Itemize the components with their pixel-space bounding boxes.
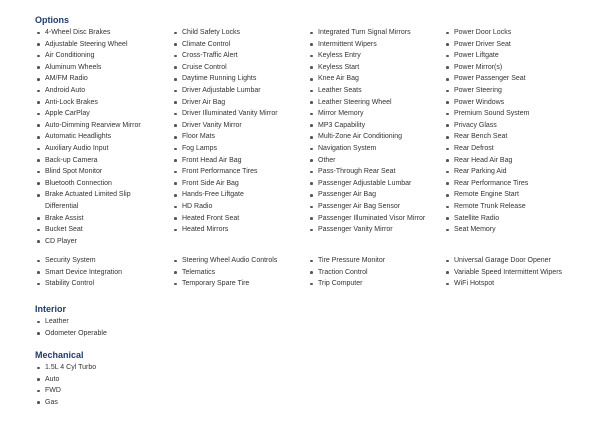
feature-item: Power Mirror(s): [445, 62, 529, 74]
feature-item: Remote Trunk Release: [445, 201, 529, 213]
feature-item: Remote Engine Start: [445, 189, 529, 201]
options-column-2-extra: [173, 255, 277, 290]
feature-item: Power Driver Seat: [445, 39, 529, 51]
feature-item: 4-Wheel Disc Brakes: [36, 27, 155, 39]
feature-item: FWD: [36, 385, 96, 397]
feature-item: Heated Mirrors: [173, 224, 278, 236]
feature-item: Blind Spot Monitor: [36, 166, 155, 178]
feature-item: Power Liftgate: [445, 50, 529, 62]
feature-item: Anti-Lock Brakes: [36, 97, 155, 109]
feature-item: Brake Actuated Limited Slip Differential: [36, 189, 155, 212]
feature-item: Trip Computer: [309, 278, 385, 290]
feature-item: Keyless Start: [309, 62, 425, 74]
feature-item: Daytime Running Lights: [173, 73, 278, 85]
feature-item: Bluetooth Connection: [36, 178, 155, 190]
feature-item: Driver Illuminated Vanity Mirror: [173, 108, 278, 120]
feature-item: Other: [309, 155, 425, 167]
feature-item: Traction Control: [309, 267, 385, 279]
feature-item: Rear Bench Seat: [445, 131, 529, 143]
feature-item: Leather Seats: [309, 85, 425, 97]
feature-item: Premium Sound System: [445, 108, 529, 120]
feature-item: Rear Defrost: [445, 143, 529, 155]
feature-item: Rear Head Air Bag: [445, 155, 529, 167]
feature-item: Front Head Air Bag: [173, 155, 278, 167]
feature-item: Knee Air Bag: [309, 73, 425, 85]
feature-item: Keyless Entry: [309, 50, 425, 62]
options-heading: Options: [35, 15, 69, 25]
feature-item: Telematics: [173, 267, 277, 279]
feature-item: Passenger Illuminated Visor Mirror: [309, 213, 425, 225]
options-column-3-extra: [309, 255, 385, 290]
feature-item: Automatic Headlights: [36, 131, 155, 143]
feature-item: Variable Speed Intermittent Wipers: [445, 267, 562, 279]
feature-item: Fog Lamps: [173, 143, 278, 155]
feature-item: Power Windows: [445, 97, 529, 109]
feature-item: Pass-Through Rear Seat: [309, 166, 425, 178]
feature-item: Front Performance Tires: [173, 166, 278, 178]
feature-item: Back-up Camera: [36, 155, 155, 167]
feature-item: Driver Air Bag: [173, 97, 278, 109]
feature-item: Passenger Vanity Mirror: [309, 224, 425, 236]
feature-item: 1.5L 4 Cyl Turbo: [36, 362, 96, 374]
feature-item: Front Side Air Bag: [173, 178, 278, 190]
feature-item: Intermittent Wipers: [309, 39, 425, 51]
feature-item: MP3 Capability: [309, 120, 425, 132]
feature-item: Privacy Glass: [445, 120, 529, 132]
feature-item: HD Radio: [173, 201, 278, 213]
feature-item: Tire Pressure Monitor: [309, 255, 385, 267]
feature-item: Brake Assist: [36, 213, 155, 225]
feature-item: Passenger Adjustable Lumbar: [309, 178, 425, 190]
feature-item: Multi-Zone Air Conditioning: [309, 131, 425, 143]
feature-item: Bucket Seat: [36, 224, 155, 236]
feature-item: Power Steering: [445, 85, 529, 97]
feature-item: Rear Parking Aid: [445, 166, 529, 178]
feature-item: Auto-Dimming Rearview Mirror: [36, 120, 155, 132]
feature-item: Aluminum Wheels: [36, 62, 155, 74]
feature-item: Steering Wheel Audio Controls: [173, 255, 277, 267]
feature-item: Auto: [36, 374, 96, 386]
options-column-3: [309, 27, 425, 236]
feature-item: Cruise Control: [173, 62, 278, 74]
feature-item: Leather: [36, 316, 107, 328]
options-column-4-extra: [445, 255, 562, 290]
feature-item: Navigation System: [309, 143, 425, 155]
feature-item: Stability Control: [36, 278, 122, 290]
feature-item: Cross-Traffic Alert: [173, 50, 278, 62]
feature-item: Power Passenger Seat: [445, 73, 529, 85]
feature-item: Gas: [36, 397, 96, 409]
feature-item: Floor Mats: [173, 131, 278, 143]
feature-item: Rear Performance Tires: [445, 178, 529, 190]
feature-item: Universal Garage Door Opener: [445, 255, 562, 267]
interior-list: [36, 316, 107, 339]
feature-item: Child Safety Locks: [173, 27, 278, 39]
feature-item: Passenger Air Bag: [309, 189, 425, 201]
feature-item: Heated Front Seat: [173, 213, 278, 225]
feature-item: CD Player: [36, 236, 155, 248]
feature-item: Climate Control: [173, 39, 278, 51]
feature-item: Security System: [36, 255, 122, 267]
feature-item: Satellite Radio: [445, 213, 529, 225]
feature-item: Temporary Spare Tire: [173, 278, 277, 290]
feature-item: Leather Steering Wheel: [309, 97, 425, 109]
feature-item: Integrated Turn Signal Mirrors: [309, 27, 425, 39]
feature-item: Air Conditioning: [36, 50, 155, 62]
options-column-2: [173, 27, 278, 236]
mechanical-heading: Mechanical: [35, 350, 84, 360]
interior-heading: Interior: [35, 304, 67, 314]
feature-item: Odometer Operable: [36, 328, 107, 340]
feature-item: Driver Adjustable Lumbar: [173, 85, 278, 97]
feature-item: Mirror Memory: [309, 108, 425, 120]
feature-item: AM/FM Radio: [36, 73, 155, 85]
feature-item: Driver Vanity Mirror: [173, 120, 278, 132]
options-column-1: [36, 27, 155, 247]
mechanical-list: [36, 362, 96, 408]
feature-item: Power Door Locks: [445, 27, 529, 39]
options-column-1-extra: [36, 255, 122, 290]
feature-item: Auxiliary Audio Input: [36, 143, 155, 155]
feature-item: Smart Device Integration: [36, 267, 122, 279]
feature-item: Passenger Air Bag Sensor: [309, 201, 425, 213]
feature-item: Android Auto: [36, 85, 155, 97]
options-column-4: [445, 27, 529, 236]
feature-item: Hands-Free Liftgate: [173, 189, 278, 201]
feature-item: Seat Memory: [445, 224, 529, 236]
feature-item: Apple CarPlay: [36, 108, 155, 120]
feature-item: Adjustable Steering Wheel: [36, 39, 155, 51]
feature-item: WiFi Hotspot: [445, 278, 562, 290]
